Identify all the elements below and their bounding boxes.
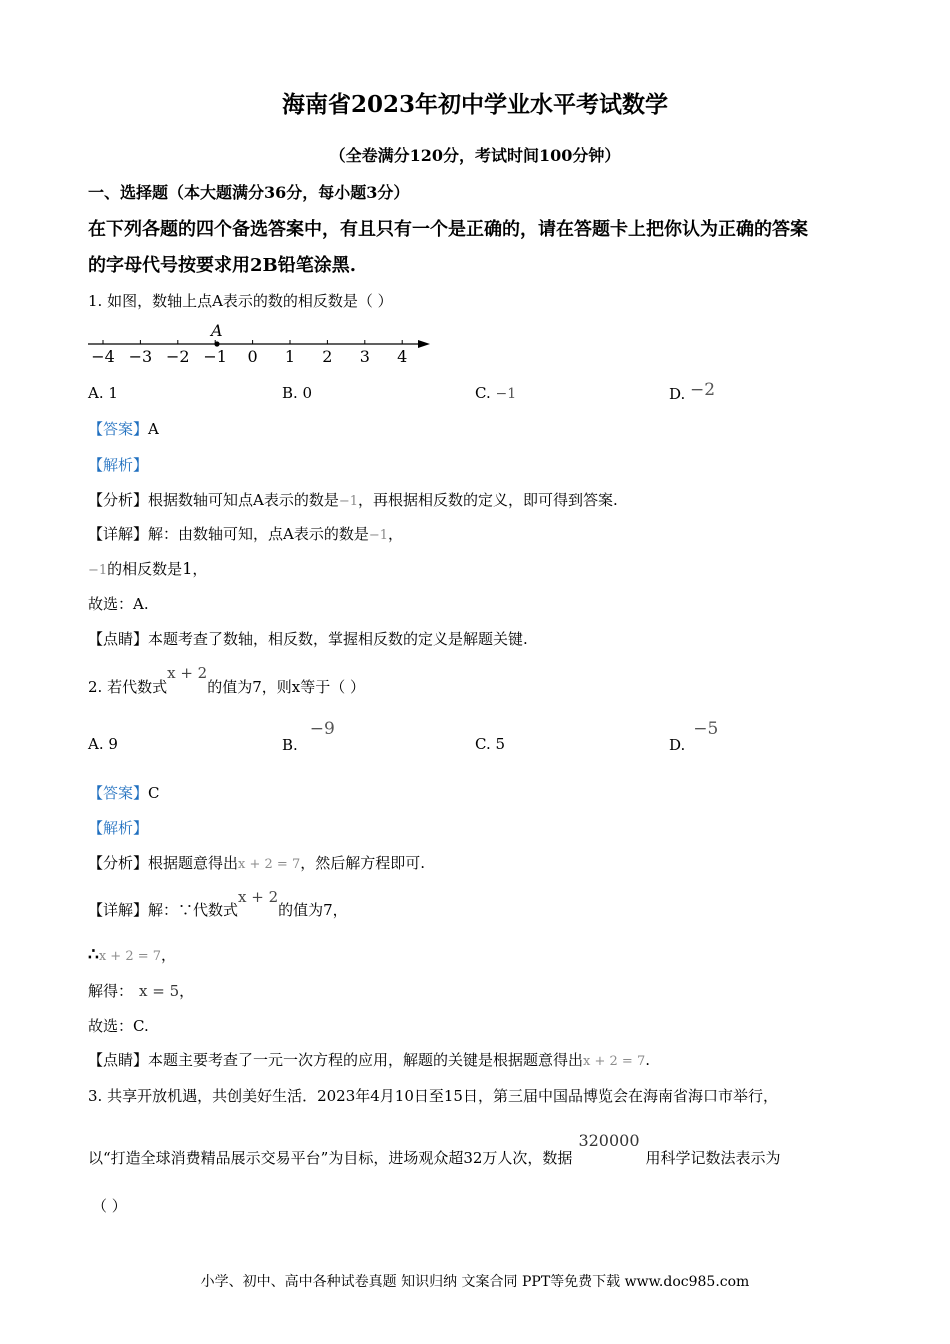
q1-answer: 【答案】A: [88, 420, 159, 438]
number-line-tick-label: 2: [322, 347, 333, 366]
q2-xiangjie: 【详解】解：∵代数式x + 2的值为7，: [88, 888, 348, 919]
q1-option-b: B. 0: [282, 384, 313, 402]
q2-therefore: ∴x + 2 = 7，: [88, 945, 177, 965]
q2-guxuan: 故选：C.: [88, 1017, 149, 1035]
q2-answer: 【答案】C: [88, 784, 160, 802]
q1-fenxi: 【分析】根据数轴可知点A表示的数是−1，再根据相反数的定义，即可得到答案.: [88, 491, 618, 509]
point-a-dot: [214, 341, 219, 346]
page-subtitle: （全卷满分120分，考试时间100分钟）: [329, 146, 621, 165]
q1-guxuan: 故选：A.: [88, 595, 149, 613]
q1-option-d-math: −2: [690, 380, 716, 400]
q1-option-d: D. −2: [669, 380, 716, 403]
number-line-tick-label: 0: [247, 347, 258, 366]
q2-stem: 2. 若代数式x + 2的值为7，则x等于（ ）: [88, 664, 365, 696]
q2-fenxi: 【分析】根据题意得出x + 2 = 7，然后解方程即可.: [88, 854, 426, 872]
number-line-tick-label: 1: [284, 347, 296, 366]
number-line-tick-label: −4: [91, 347, 115, 366]
q1-option-c-math: −1: [495, 386, 517, 402]
q1-analysis-tag: 【解析】: [88, 456, 149, 474]
q3-line1: 3. 共享开放机遇，共创美好生活．2023年4月10日至15日，第三届中国品博览会在海南省海口市举行，: [88, 1087, 778, 1105]
number-line-tick-label: −2: [166, 347, 190, 366]
q2-option-c: C. 5: [475, 735, 506, 753]
q2-jiede: 解得： x = 5，: [88, 982, 195, 1000]
q1-option-a: A. 1: [88, 384, 118, 402]
q3-line3: （ ）: [92, 1197, 127, 1215]
q2-option-a: A. 9: [88, 735, 118, 753]
q1-number-line: [85, 318, 435, 368]
q1-xiangjie: 【详解】解：由数轴可知，点A表示的数是−1，: [88, 525, 404, 543]
q2-option-b: B.−9: [282, 719, 335, 754]
page-footer: 小学、初中、高中各种试卷真题 知识归纳 文案合同 PPT等免费下载 www.doc985.com: [200, 1274, 750, 1290]
number-line-tick-label: −3: [128, 347, 153, 366]
section-heading: 一、选择题（本大题满分36分，每小题3分）: [88, 183, 410, 202]
q1-detail-line2: −1的相反数是1，: [88, 559, 208, 578]
section-instruction-line1: 在下列各题的四个备选答案中，有且只有一个是正确的，请在答题卡上把你认为正确的答案: [88, 219, 808, 240]
page-title: 海南省2023年初中学业水平考试数学: [281, 91, 668, 118]
number-line-tick-label: −1: [203, 347, 227, 366]
q2-option-d-math: −5: [693, 719, 719, 739]
section-instruction-line2: 的字母代号按要求用2B铅笔涂黑.: [88, 255, 357, 276]
q2-option-b-math: −9: [309, 719, 335, 739]
q2-analysis-tag: 【解析】: [88, 819, 149, 837]
number-line-tick-label: 4: [397, 347, 408, 366]
number-line-tick-label: 3: [359, 347, 370, 366]
q2-option-d: D.−5: [669, 719, 719, 754]
q1-dianjing: 【点睛】本题考查了数轴，相反数，掌握相反数的定义是解题关键.: [88, 630, 528, 648]
point-a-label: A: [211, 321, 223, 340]
q3-line2: 以“打造全球消费精品展示交易平台”为目标，进场观众超32万人次，数据320000用科学记数法表示为: [88, 1131, 781, 1167]
q2-dianjing: 【点睛】本题主要考查了一元一次方程的应用，解题的关键是根据题意得出x + 2 = 7.: [88, 1051, 651, 1069]
q1-stem: 1. 如图，数轴上点A表示的数的相反数是（ ）: [88, 292, 393, 310]
number-line-arrow: [418, 340, 430, 348]
q1-option-c: C. −1: [475, 384, 517, 402]
